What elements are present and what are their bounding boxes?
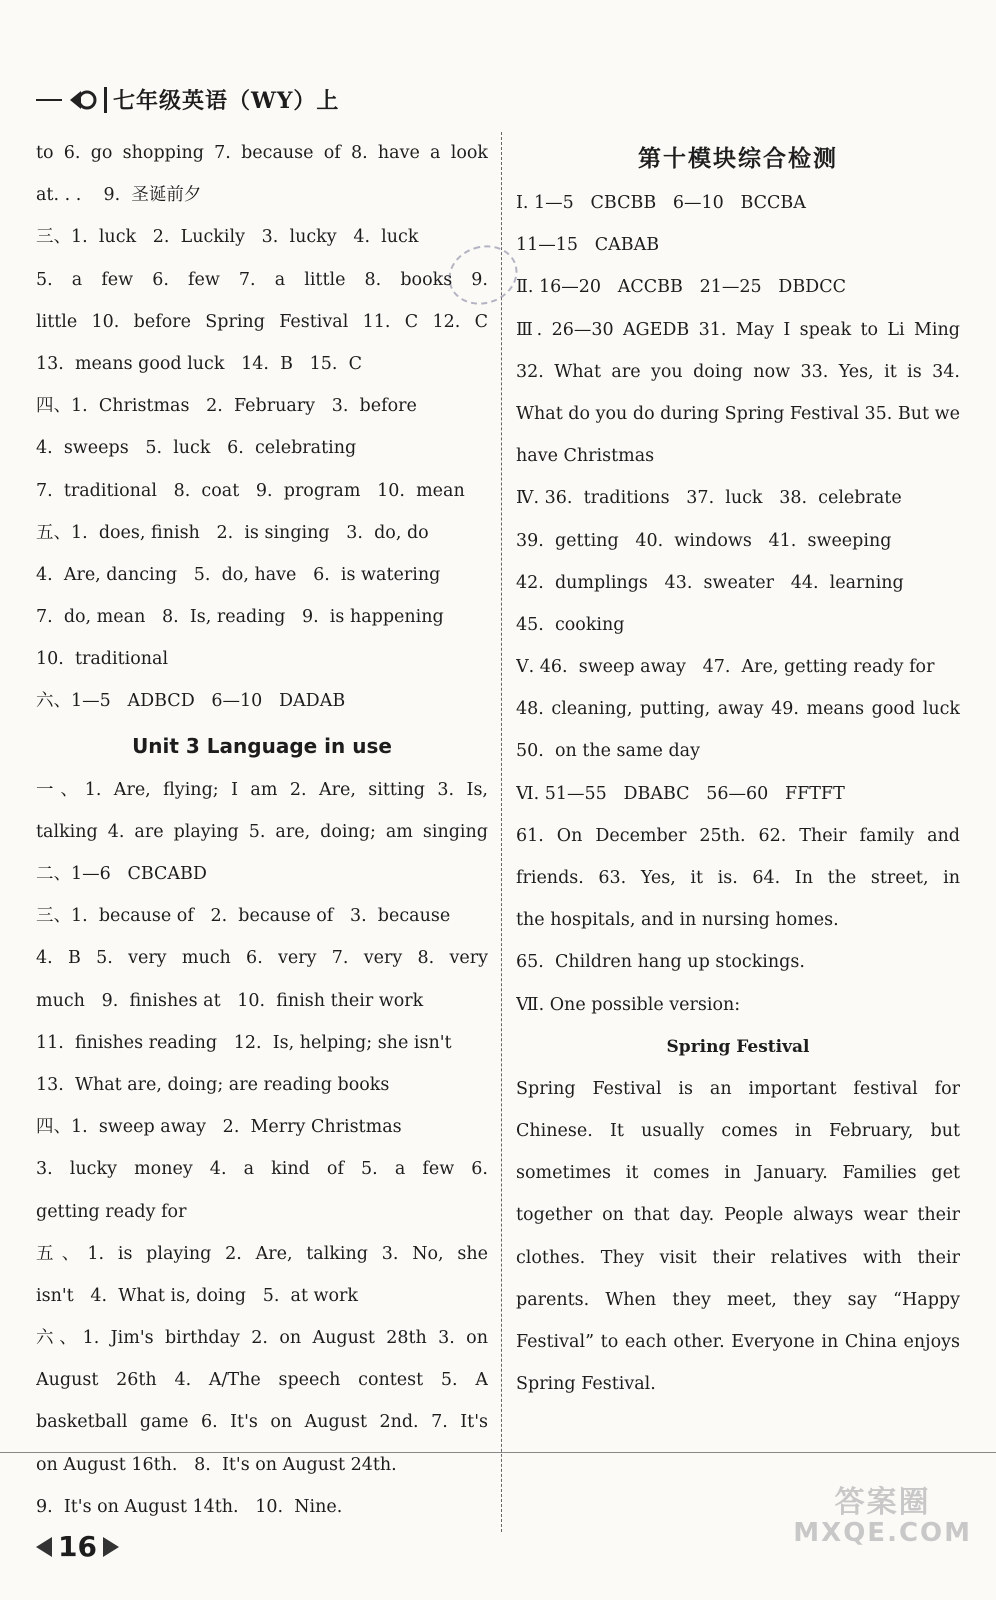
answer-line: Ⅵ. 51—55 DBABC 56—60 FFTFT (516, 783, 845, 804)
answer-line: 42. dumplings 43. sweater 44. learning (516, 572, 904, 593)
book-title: 七年级英语（WY）上 (113, 88, 340, 114)
answer-line: Spring Festival. (516, 1374, 656, 1395)
answer-line: 五、1. does, finish 2. is singing 3. do, do (36, 522, 429, 543)
answer-line: talking 4. are playing 5. are, doing; am singing (36, 821, 488, 842)
answer-line: August 26th 4. A/The speech contest 5. A (36, 1370, 488, 1391)
watermark-url: MXQE.COM (793, 1518, 972, 1548)
answer-line: Ⅴ. 46. sweep away 47. Are, getting ready for (516, 657, 935, 678)
answer-line: Festival” to each other. Everyone in China enjoys (516, 1331, 960, 1352)
answer-line: 61. On December 25th. 62. Their family and (516, 825, 960, 846)
answer-line: 4. Are, dancing 5. do, have 6. is watering (36, 564, 441, 585)
answer-line: 5. a few 6. few 7. a little 8. books 9. (36, 269, 488, 290)
answer-line: basketball game 6. It's on August 2nd. 7. It's (36, 1412, 488, 1433)
answer-line: 四、1. Christmas 2. February 3. before (36, 396, 417, 417)
answer-line: the hospitals, and in nursing homes. (516, 910, 839, 931)
answer-line: getting ready for (36, 1201, 187, 1222)
answer-line: together on that day. People always wear their (516, 1205, 960, 1226)
answer-line: 50. on the same day (516, 741, 700, 762)
section-heading: Unit 3 Language in use (132, 733, 392, 758)
answer-line: 三、1. luck 2. Luckily 3. lucky 4. luck (36, 227, 419, 248)
answer-line: 五、1. is playing 2. Are, talking 3. No, she (36, 1243, 488, 1264)
answer-line: Chinese. It usually comes in February, but (516, 1120, 960, 1141)
page-header (36, 84, 339, 115)
answer-line: clothes. They visit their relatives with their (516, 1247, 960, 1268)
bottom-rule (0, 1452, 996, 1453)
answer-line: parents. When they meet, they say “Happy (516, 1289, 960, 1310)
answer-line: Ⅱ. 16—20 ACCBB 21—25 DBDCC (516, 277, 846, 298)
answer-line: 65. Children hang up stockings. (516, 952, 805, 973)
answer-line: little 10. before Spring Festival 11. C 12. C (36, 311, 488, 332)
answer-line: 10. traditional (36, 649, 169, 670)
left-column (36, 132, 488, 1528)
answer-line: on August 16th. 8. It's on August 24th. (36, 1454, 397, 1475)
answer-line: What do you do during Spring Festival 35. But we (516, 403, 960, 424)
answer-line: 7. traditional 8. coat 9. program 10. mean (36, 480, 465, 501)
answer-line: 四、1. sweep away 2. Merry Christmas (36, 1117, 402, 1138)
answer-line: 9. It's on August 14th. 10. Nine. (36, 1496, 343, 1517)
answer-line: 11. finishes reading 12. Is, helping; she isn't (36, 1032, 452, 1053)
answer-line: Ⅶ. One possible version: (516, 994, 741, 1015)
answer-line: 11—15 CABAB (516, 235, 660, 256)
answer-line: isn't 4. What is, doing 5. at work (36, 1285, 359, 1306)
right-column (516, 136, 960, 1405)
answer-line: 一、1. Are, flying; I am 2. Are, sitting 3. Is, (36, 779, 488, 800)
left-arrow-icon (36, 1537, 52, 1557)
answer-line: much 9. finishes at 10. finish their work (36, 990, 424, 1011)
answer-line: 六、1. Jim's birthday 2. on August 28th 3. on (36, 1328, 488, 1349)
header-rule (36, 99, 62, 101)
answer-line: Spring Festival is an important festival for (516, 1078, 960, 1099)
answer-line: 39. getting 40. windows 41. sweeping (516, 530, 892, 551)
header-bar (104, 87, 107, 113)
page-number: 16 (58, 1530, 97, 1563)
answer-line: 4. B 5. very much 6. very 7. very 8. very (36, 948, 488, 969)
answer-line: at. . . 9. 圣诞前夕 (36, 185, 202, 206)
answer-line: 7. do, mean 8. Is, reading 9. is happening (36, 607, 444, 628)
answer-line: to 6. go shopping 7. because of 8. have a look (36, 143, 488, 163)
book-logo-icon (68, 88, 98, 112)
answer-line: 13. What are, doing; are reading books (36, 1074, 390, 1095)
answer-line: 三、1. because of 2. because of 3. because (36, 906, 451, 927)
answer-line: 二、1—6 CBCABD (36, 864, 207, 884)
watermark (793, 1486, 972, 1548)
essay-title: Spring Festival (666, 1036, 810, 1057)
answer-line: Ⅳ. 36. traditions 37. luck 38. celebrate (516, 488, 902, 509)
watermark-logo: 答案圈 (834, 1485, 931, 1520)
answer-line: Ⅰ. 1—5 CBCBB 6—10 BCCBA (516, 193, 806, 213)
answer-line: 32. What are you doing now 33. Yes, it is 34. (516, 361, 960, 382)
answer-line: friends. 63. Yes, it is. 64. In the street, in (516, 868, 960, 888)
answer-line: 45. cooking (516, 614, 625, 635)
answer-line: 48. cleaning, putting, away 49. means good luck (516, 699, 960, 720)
answer-line: 4. sweeps 5. luck 6. celebrating (36, 438, 357, 459)
answer-line: 13. means good luck 14. B 15. C (36, 353, 363, 374)
answer-line: sometimes it comes in January. Families get (516, 1163, 960, 1184)
answer-line: have Christmas (516, 446, 655, 467)
answer-line: Ⅲ. 26—30 AGEDB 31. May I speak to Li Ming (516, 319, 960, 340)
right-arrow-icon (103, 1537, 119, 1557)
column-divider (501, 132, 502, 1532)
answer-line: 3. lucky money 4. a kind of 5. a few 6. (36, 1159, 488, 1180)
module-heading: 第十模块综合检测 (638, 146, 838, 172)
page-number-block (36, 1530, 119, 1563)
answer-line: 六、1—5 ADBCD 6—10 DADAB (36, 691, 346, 712)
